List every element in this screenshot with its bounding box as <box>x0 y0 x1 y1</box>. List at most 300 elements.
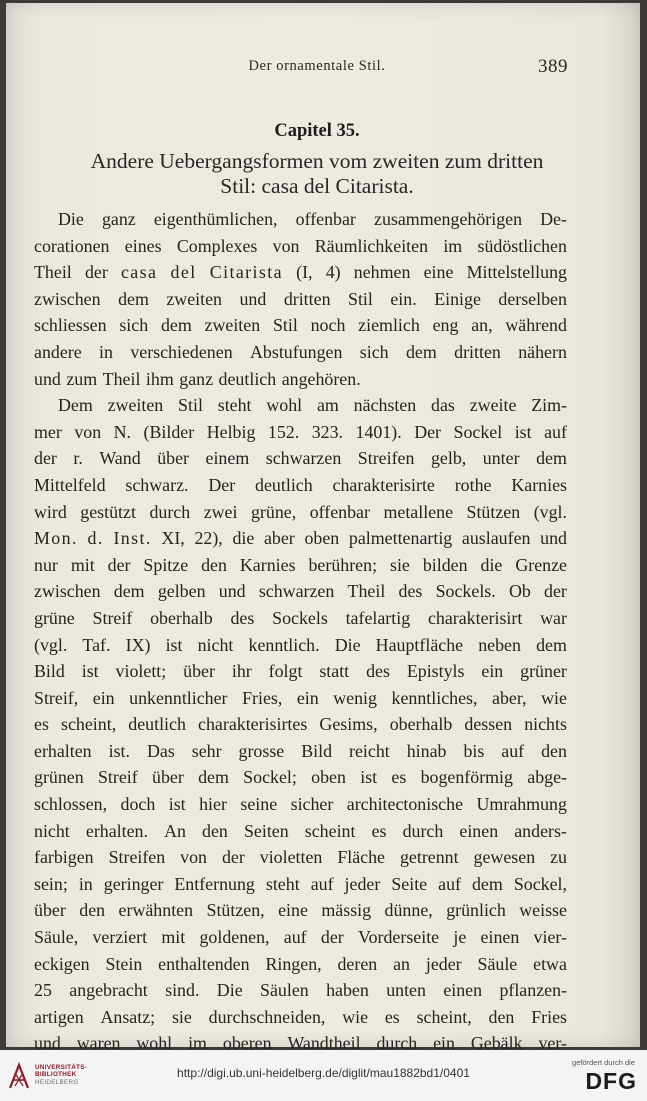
word: im <box>443 235 463 256</box>
text-line <box>34 366 567 393</box>
word: Streifen <box>108 847 166 868</box>
word: noch <box>310 315 346 336</box>
word: dem <box>160 315 192 336</box>
word: grüne, <box>250 501 297 522</box>
word: schwarzen <box>258 581 335 602</box>
word: steht <box>217 395 252 416</box>
word: von <box>180 847 207 868</box>
word: Complexes <box>176 235 258 256</box>
word: dessen <box>464 714 513 735</box>
word: und <box>34 1033 61 1050</box>
chapter-label: Capitel 35. <box>274 121 360 141</box>
word: charakterisirte <box>332 474 435 495</box>
word: unten <box>386 980 426 1001</box>
word: Sockels <box>272 607 328 628</box>
word: palmettenartig <box>348 528 453 549</box>
word: den <box>541 740 567 761</box>
text-line <box>34 525 567 552</box>
word: Gesims, <box>319 714 378 735</box>
word: wenig <box>333 687 377 708</box>
word: wird <box>34 501 67 522</box>
word: von <box>272 235 300 256</box>
word: sie <box>171 1006 192 1027</box>
word: eng <box>432 315 459 336</box>
word: nähern <box>518 341 567 362</box>
word: waren <box>76 1033 121 1050</box>
word: Ob <box>508 581 531 602</box>
word: zu <box>550 847 567 868</box>
word: schliessen <box>34 315 107 336</box>
word: nächsten <box>353 395 417 416</box>
word: es <box>34 714 49 735</box>
word: offenbar <box>295 209 356 229</box>
word: von <box>74 421 102 442</box>
word: Bild <box>301 740 333 761</box>
text-line <box>34 472 567 499</box>
running-head <box>6 58 640 82</box>
word: Wandtheil <box>287 1033 361 1050</box>
word: architectonische <box>346 794 464 815</box>
word: oben <box>311 767 346 788</box>
word: ein <box>481 661 504 682</box>
word: Stil <box>348 288 373 309</box>
word: (I, <box>296 262 313 283</box>
word: nichts <box>524 714 567 735</box>
text-line <box>34 791 567 818</box>
word: sie <box>390 554 410 575</box>
word: den <box>79 900 106 921</box>
word: sich <box>359 341 389 362</box>
word: bilden <box>422 554 468 575</box>
text-line <box>34 658 567 685</box>
word: Spitze <box>143 554 189 575</box>
word: wie <box>541 687 567 708</box>
word: deren <box>337 953 378 974</box>
text-line <box>34 871 567 898</box>
word: dem <box>113 581 145 602</box>
word: des <box>366 661 390 682</box>
word: 1401). <box>355 421 402 442</box>
word: durch <box>376 1033 418 1050</box>
word: etwa <box>533 953 567 974</box>
word: in <box>99 341 113 362</box>
word: Stützen, <box>206 900 265 921</box>
text-line <box>34 259 567 286</box>
text-line <box>34 605 567 632</box>
word: deutlich <box>218 368 277 389</box>
word: an <box>393 953 410 974</box>
running-title: Der ornamentale Stil. <box>248 58 386 74</box>
word: kenntlich. <box>248 634 320 655</box>
word: einen <box>459 820 499 841</box>
word: nehmen <box>353 262 411 283</box>
word: Abstufungen <box>250 341 343 362</box>
word: deutlich <box>128 714 186 735</box>
word: rothe <box>454 474 492 495</box>
word: des <box>230 607 255 628</box>
word: Umrahmung <box>476 794 567 815</box>
word: den <box>202 820 228 841</box>
word: aber, <box>492 687 527 708</box>
word: ziemlich <box>358 315 420 336</box>
word: im <box>188 1033 207 1050</box>
word: vier- <box>533 927 567 948</box>
text-line <box>34 844 567 871</box>
word: zusammengehörigen <box>374 209 523 229</box>
word: auf <box>501 740 525 761</box>
word: es <box>391 767 407 788</box>
word: auf <box>544 421 567 442</box>
word: Säule <box>477 953 518 974</box>
word: dem <box>118 288 149 309</box>
word: schwarzen <box>265 448 342 469</box>
word: ist <box>360 767 378 788</box>
word: Karnies <box>511 474 567 495</box>
word: Ansatz; <box>100 1006 156 1027</box>
word: folgt <box>268 661 303 682</box>
word: der <box>107 554 131 575</box>
word: oberen <box>222 1033 272 1050</box>
word: Entfernung <box>174 873 255 894</box>
word: nur <box>34 554 58 575</box>
word: deutlich <box>255 474 313 495</box>
word: scheint <box>304 820 356 841</box>
word: ist. <box>108 740 130 761</box>
word: Vorderseite <box>357 927 440 948</box>
word: sich <box>119 315 149 336</box>
word: des <box>398 581 423 602</box>
word: Sockels. <box>435 581 496 602</box>
word: artigen <box>34 1006 84 1027</box>
word: unkenntlicher <box>129 687 228 708</box>
word: zum <box>66 368 98 389</box>
word: den <box>488 1006 515 1027</box>
word: Sockel <box>453 421 503 442</box>
word: zwischen <box>34 288 101 309</box>
word: Epistyls <box>406 661 465 682</box>
word: Gebälk <box>470 1033 523 1050</box>
word: Stützen <box>466 501 521 522</box>
word: ganz <box>101 209 136 229</box>
word: wie <box>342 1006 369 1027</box>
word: offenbar <box>309 501 370 522</box>
word: kenntliches, <box>391 687 478 708</box>
word: eine <box>278 900 308 921</box>
text-line <box>34 392 567 419</box>
word: neben <box>478 634 521 655</box>
word: dritten <box>283 288 331 309</box>
word: erhalten. <box>85 820 148 841</box>
text-line <box>34 552 567 579</box>
word: jeder <box>344 873 381 894</box>
text-line <box>34 924 567 951</box>
word: erwähnten <box>118 900 194 921</box>
word: dritten <box>454 341 501 362</box>
text-line <box>34 1004 567 1031</box>
word: gelb, <box>430 448 467 469</box>
word: anders- <box>514 820 567 841</box>
word: farbigen <box>34 847 94 868</box>
word: Bild <box>34 661 65 682</box>
word: haben <box>326 980 369 1001</box>
word: mit <box>70 554 95 575</box>
word: statt <box>319 661 350 682</box>
word: die <box>480 554 503 575</box>
text-line <box>34 206 567 233</box>
word: Streif <box>97 767 138 788</box>
word: charakterisirt <box>427 607 523 628</box>
word: grünlich <box>446 900 506 921</box>
word: violett; <box>115 661 167 682</box>
word: Streif <box>92 607 133 628</box>
word: grüner <box>520 661 567 682</box>
word: reicht <box>349 740 390 761</box>
word: Mittelstellung <box>466 262 567 283</box>
word: ist <box>168 794 186 815</box>
word: Karnies <box>239 554 296 575</box>
word: Zim- <box>531 395 567 416</box>
word: nicht <box>34 820 70 841</box>
word: sehr <box>191 740 222 761</box>
word: Theil <box>347 581 386 602</box>
word: auf <box>283 927 307 948</box>
word: Grenze <box>515 554 567 575</box>
chapter-title-line: Andere Uebergangsformen vom zweiten zum dritten <box>90 149 544 173</box>
word: grüne <box>34 607 75 628</box>
word: violetten <box>259 847 323 868</box>
word: südöstlichen <box>477 235 567 256</box>
word: Fries, <box>242 687 283 708</box>
word: (Bilder <box>143 421 195 442</box>
word: ver- <box>538 1033 567 1050</box>
word: Mittelfeld <box>34 474 106 495</box>
text-line <box>34 419 567 446</box>
word: der <box>84 262 108 283</box>
word: pflanzen- <box>499 980 567 1001</box>
text-line <box>34 711 567 738</box>
text-line <box>34 578 567 605</box>
word: Fries <box>531 1006 567 1027</box>
word: dem <box>405 341 437 362</box>
word: oben <box>304 528 340 549</box>
word: grünen <box>34 767 84 788</box>
word: den <box>201 554 227 575</box>
word: dem <box>536 448 567 469</box>
word: mer <box>34 421 62 442</box>
word: bogenförmig <box>420 767 513 788</box>
word: aber <box>263 528 295 549</box>
word: gestützt <box>80 501 136 522</box>
word: dem <box>536 634 567 655</box>
word: ist <box>165 634 183 655</box>
word: über <box>34 900 66 921</box>
word: r. <box>73 448 83 469</box>
text-line <box>34 445 567 472</box>
word: Das <box>146 740 175 761</box>
word: casa <box>120 262 158 283</box>
word: dem <box>198 767 229 788</box>
word: geringer <box>103 873 164 894</box>
word: corationen <box>34 235 110 256</box>
word: ein <box>296 687 319 708</box>
word: IX) <box>125 634 151 655</box>
word: zwischen <box>34 581 101 602</box>
word: zweiten <box>166 288 222 309</box>
word: unter <box>482 448 520 469</box>
word: jeder <box>425 953 462 974</box>
word: einem <box>205 448 250 469</box>
library-name-line: UNIVERSITÄTS- <box>35 1064 88 1071</box>
text-line <box>34 977 567 1004</box>
funding-caption: gefördert durch die <box>572 1058 635 1067</box>
word: Taf. <box>82 634 111 655</box>
word: je <box>453 927 467 948</box>
word: zweiten <box>107 395 164 416</box>
word: durchschneiden, <box>208 1006 326 1027</box>
word: sein; <box>34 873 68 894</box>
word: ganz <box>179 368 214 389</box>
word: Der <box>208 474 236 495</box>
word: Helbig <box>206 421 256 442</box>
text-line <box>34 632 567 659</box>
word: Theil <box>102 368 141 389</box>
word: ihm <box>145 368 174 389</box>
word: und <box>218 581 246 602</box>
word: d. <box>87 528 104 549</box>
word: der <box>544 581 567 602</box>
word: gewesen <box>473 847 536 868</box>
word: ist <box>81 661 99 682</box>
word: am <box>316 395 339 416</box>
word: 152. <box>267 421 300 442</box>
text-line <box>34 818 567 845</box>
word: Räumlichkeiten <box>314 235 429 256</box>
word: N. <box>113 421 132 442</box>
word: seine <box>240 794 278 815</box>
word: Stil <box>178 395 203 416</box>
text-line <box>34 339 567 366</box>
book-page <box>6 3 640 1050</box>
word: über <box>152 767 184 788</box>
word: Streif, <box>34 687 79 708</box>
word: bis <box>463 740 485 761</box>
word: Dem <box>58 395 93 416</box>
text-line <box>34 951 567 978</box>
word: der <box>221 847 245 868</box>
word: scheint, <box>61 714 117 735</box>
word: über <box>183 661 215 682</box>
library-name-line: HEIDELBERG <box>35 1078 79 1086</box>
word: Die <box>58 209 84 229</box>
word: auslaufen <box>461 528 531 549</box>
permalink-url[interactable]: http://digi.ub.uni-heidelberg.de/diglit/mau1882bd1/0401 <box>177 1066 470 1080</box>
chapter-title <box>56 149 578 199</box>
word: derselben <box>498 288 567 309</box>
word: und <box>239 288 267 309</box>
word: getrennt <box>399 847 459 868</box>
word: auf <box>438 873 461 894</box>
word: Säule, <box>34 927 79 948</box>
word: eckigen <box>34 953 90 974</box>
word: gelben <box>157 581 206 602</box>
word: enthaltenden <box>158 953 250 974</box>
word: (vgl. <box>533 501 567 522</box>
word: der <box>320 927 344 948</box>
word: XI, <box>161 528 185 549</box>
text-line <box>34 764 567 791</box>
word: 323. <box>311 421 343 442</box>
word: und <box>540 528 567 549</box>
word: schwarz. <box>125 474 189 495</box>
word: Stein <box>105 953 143 974</box>
word: nicht <box>197 634 234 655</box>
word: über <box>157 448 189 469</box>
word: Die <box>216 980 243 1001</box>
word: eine <box>423 262 454 283</box>
word: während <box>505 315 567 336</box>
word: andere <box>34 341 82 362</box>
word: ist <box>514 421 532 442</box>
chapter-title-line: Stil: casa del Citarista. <box>220 174 414 198</box>
word: del <box>170 262 197 283</box>
word: an, <box>471 315 493 336</box>
word: auf <box>310 873 334 894</box>
word: charakterisirtes <box>198 714 308 735</box>
word: es <box>371 820 387 841</box>
word: durch <box>402 820 444 841</box>
text-line <box>34 1030 567 1050</box>
word: Säulen <box>260 980 309 1001</box>
word: mässig <box>321 900 372 921</box>
word: eines <box>124 235 162 256</box>
word: ein. <box>390 288 417 309</box>
word: sicher <box>290 794 334 815</box>
word: Stil <box>272 315 298 336</box>
word: es <box>384 1006 400 1027</box>
library-name-line: BIBLIOTHEK <box>35 1071 77 1079</box>
word: wohl <box>136 1033 173 1050</box>
word: erhalten <box>34 740 92 761</box>
word: De- <box>540 209 567 229</box>
word: zweite <box>469 395 517 416</box>
viewer-footer <box>0 1050 647 1101</box>
body-text <box>34 206 567 1050</box>
word: wohl <box>266 395 303 416</box>
text-line <box>34 233 567 260</box>
word: ihr <box>231 661 252 682</box>
word: eigenthümlichen, <box>153 209 278 229</box>
word: weisse <box>519 900 567 921</box>
word: angehören. <box>281 368 361 389</box>
word: Citarista <box>209 262 283 283</box>
dfg-logo[interactable]: DFG <box>585 1068 637 1094</box>
text-line <box>34 312 567 339</box>
word: Einige <box>434 288 481 309</box>
word: Mon. <box>34 528 78 549</box>
text-line <box>34 499 567 526</box>
word: Sockel, <box>513 873 567 894</box>
word: verziert <box>92 927 148 948</box>
word: ein <box>92 687 115 708</box>
text-line <box>34 685 567 712</box>
word: sind. <box>165 980 200 1001</box>
word: scheint, <box>416 1006 472 1027</box>
word: Inst. <box>113 528 152 549</box>
word: dem <box>471 873 503 894</box>
word: die <box>232 528 255 549</box>
word: war <box>540 607 567 628</box>
page-number: 389 <box>538 56 568 77</box>
